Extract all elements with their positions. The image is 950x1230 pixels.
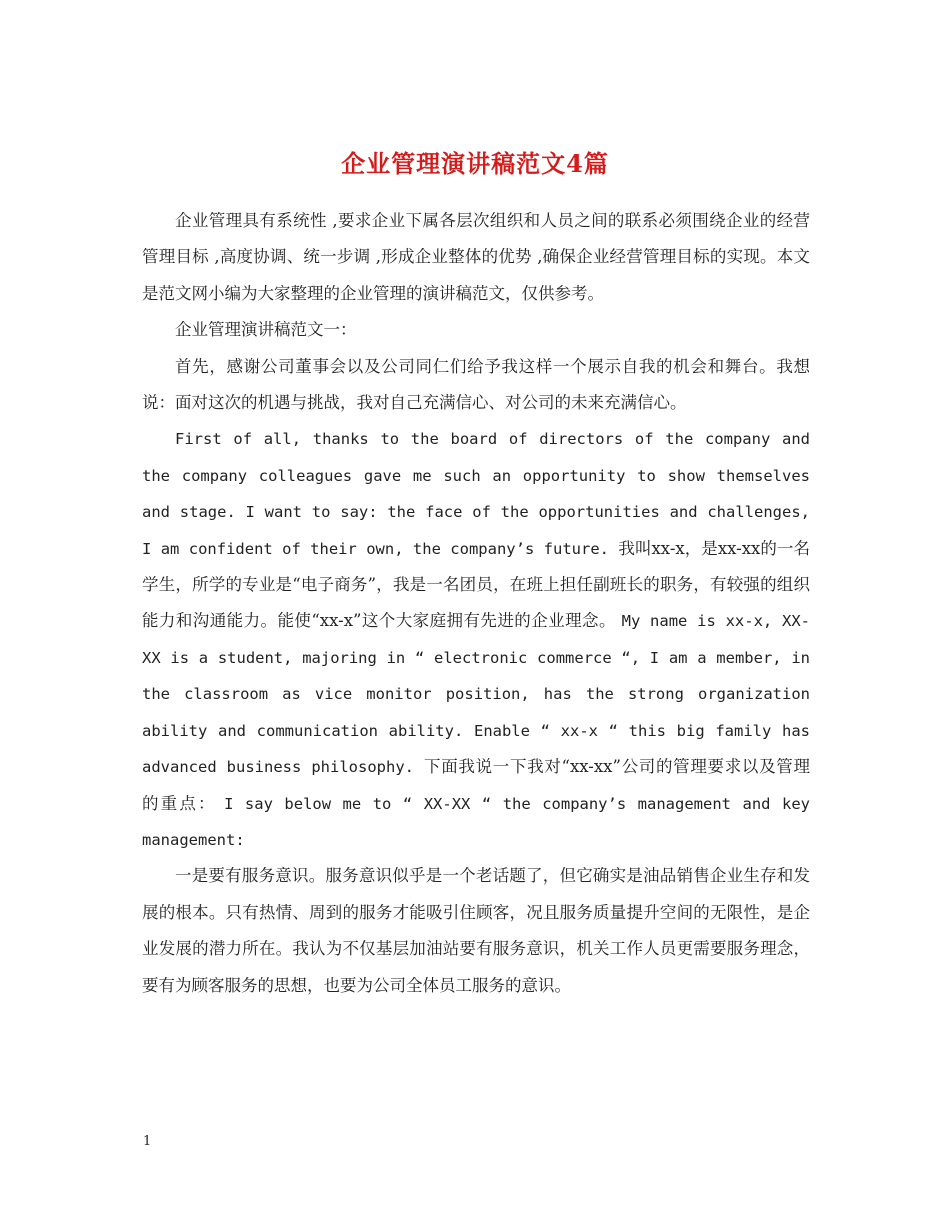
chinese-text: 下面我说一下我对“xx-xx”公司的管理要求以及管理的重点： [142, 757, 810, 813]
opening-paragraph: 首先，感谢公司董事会以及公司同仁们给予我这样一个展示自我的机会和舞台。我想说：面对这次的机遇与挑战，我对自己充满信心、对公司的未来充满信心。 [142, 356, 810, 413]
chinese-text: 我叫xx-x，是xx-xx的一名学生，所学的专业是“电子商务”，我是一名团员，在班上担任副班长的职务，有较强的组织能力和沟通能力。能使“xx-x”这个大家庭拥有先进的企业理念。 [142, 538, 811, 631]
document-body [142, 203, 810, 1004]
english-text: I say below me to “ XX-XX “ the company’s management and key management: [142, 794, 810, 849]
section-heading: 企业管理演讲稿范文一： [175, 320, 357, 340]
intro-paragraph: 企业管理具有系统性 ,要求企业下属各层次组织和人员之间的联系必须围绕企业的经营管理目标 ,高度协调、统一步调 ,形成企业整体的优势 ,确保企业经营管理目标的实现。本文是范文网小编为大家整理的企业管理的演讲稿范文，仅供参考。 [142, 211, 810, 303]
bilingual-paragraph [142, 421, 810, 858]
english-text: My name is xx-x, XX-XX is a student, majoring in “ electronic commerce “, I am a member, in the classroom as vice monitor position, has the strong organization ability and communication ability. Enable “ xx-x “ this big family has advanced business philosophy. [142, 612, 810, 777]
page-number: 1 [143, 1134, 152, 1149]
english-text: First of all, thanks to the board of directors of the company and the company colleagues gave me such an opportunity to show themselves and stage. I want to say: the face of the opportunities and challenges, I am confident of their own, the company’s future. [142, 430, 810, 558]
document-title: 企业管理演讲稿范文4篇 [341, 149, 609, 179]
service-paragraph: 一是要有服务意识。服务意识似乎是一个老话题了，但它确实是油品销售企业生存和发展的根本。只有热情、周到的服务才能吸引住顾客，况且服务质量提升空间的无限性，是企业发展的潜力所在。我认为不仅基层加油站要有服务意识，机关工作人员更需要服务理念，要有为顾客服务的思想，也要为公司全体员工服务的意识。 [142, 866, 810, 995]
